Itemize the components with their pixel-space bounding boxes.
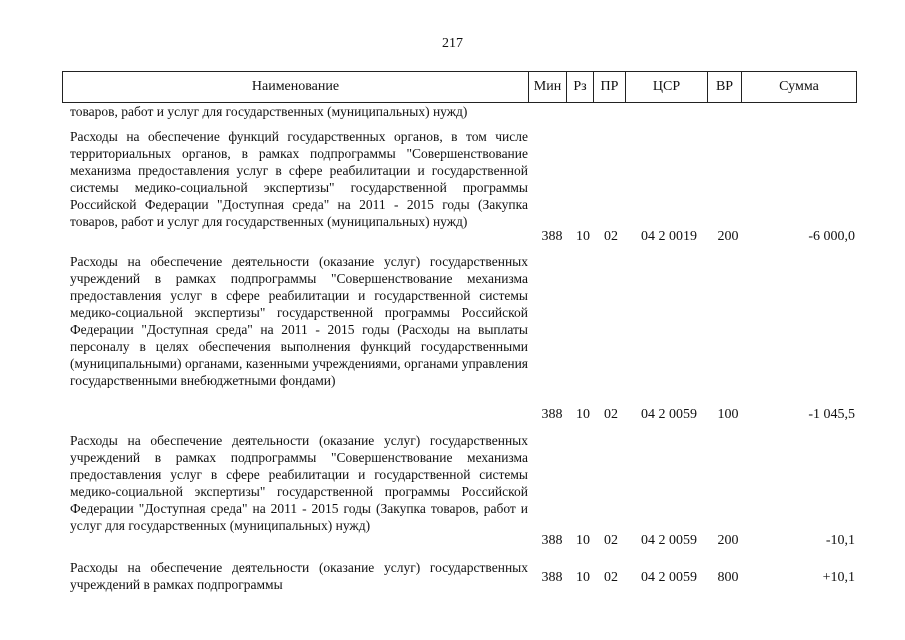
cell-rz: 10 (576, 407, 590, 422)
header-name: Наименование (251, 79, 340, 94)
cell-min: 388 (541, 407, 563, 422)
cell-sum: -10,1 (825, 533, 855, 548)
header-sum: Сумма (741, 72, 856, 102)
cell-vr: 100 (717, 407, 739, 422)
cell-sum: +10,1 (822, 570, 855, 585)
header-csr: ЦСР (625, 72, 707, 102)
table-row (0, 253, 905, 428)
header-pr: ПР (593, 72, 625, 102)
row-description: Расходы на обеспечение деятельности (оказание услуг) государственных учреждений в рамках подпрограммы (70, 560, 528, 592)
cell-min: 388 (541, 229, 563, 244)
cell-vr: 200 (717, 533, 739, 548)
header-vr: ВР (707, 72, 741, 102)
cell-vr: 800 (717, 570, 739, 585)
cell-pr: 02 (604, 229, 618, 244)
cell-pr: 02 (604, 570, 618, 585)
table-row (0, 559, 905, 599)
table-header (62, 71, 857, 103)
continuation-text: товаров, работ и услуг для государственных (муниципальных) нужд) (70, 104, 468, 119)
row-description: Расходы на обеспечение функций государственных органов, в том числе территориальных органов, в рамках подпрограммы "Совершенствование механизма предоставления услуг в сфере реабилитации и государственной системы медико-социальной экспертизы" государственной программы Российской Федерации "Доступная среда" на 2011 - 2015 годы (Закупка товаров, работ и услуг для государственных (муниципальных) нужд) (70, 129, 528, 229)
cell-csr: 04 2 0059 (641, 533, 697, 548)
cell-sum: -1 045,5 (808, 407, 855, 422)
cell-rz: 10 (576, 533, 590, 548)
cell-csr: 04 2 0019 (641, 229, 697, 244)
row-description: Расходы на обеспечение деятельности (оказание услуг) государственных учреждений в рамках подпрограммы "Совершенствование механизма предоставления услуг в сфере реабилитации и государственной системы медико-социальной экспертизы" государственной программы Российской Федерации "Доступная среда" на 2011 - 2015 годы (Закупка товаров, работ и услуг для государственных (муниципальных) нужд) (70, 433, 528, 533)
header-min: Мин (528, 72, 566, 102)
cell-min: 388 (541, 570, 563, 585)
cell-vr: 200 (717, 229, 739, 244)
cell-csr: 04 2 0059 (641, 570, 697, 585)
row-description: Расходы на обеспечение деятельности (оказание услуг) государственных учреждений в рамках подпрограммы "Совершенствование механизма предоставления услуг в сфере реабилитации и государственной системы медико-социальной экспертизы" государственной программы Российской Федерации "Доступная среда" на 2011 - 2015 годы (Расходы на выплаты персоналу в целях обеспечения выполнения функций государственными (муниципальными) органами, казенными учреждениями, органами управления государственными внебюджетными фондами) (70, 254, 528, 388)
cell-rz: 10 (576, 570, 590, 585)
cell-pr: 02 (604, 533, 618, 548)
table-row (0, 128, 905, 248)
cell-min: 388 (541, 533, 563, 548)
cell-csr: 04 2 0059 (641, 407, 697, 422)
table-row (0, 432, 905, 552)
page-number: 217 (442, 36, 463, 51)
header-rz: Рз (566, 72, 593, 102)
cell-rz: 10 (576, 229, 590, 244)
cell-sum: -6 000,0 (808, 229, 855, 244)
cell-pr: 02 (604, 407, 618, 422)
